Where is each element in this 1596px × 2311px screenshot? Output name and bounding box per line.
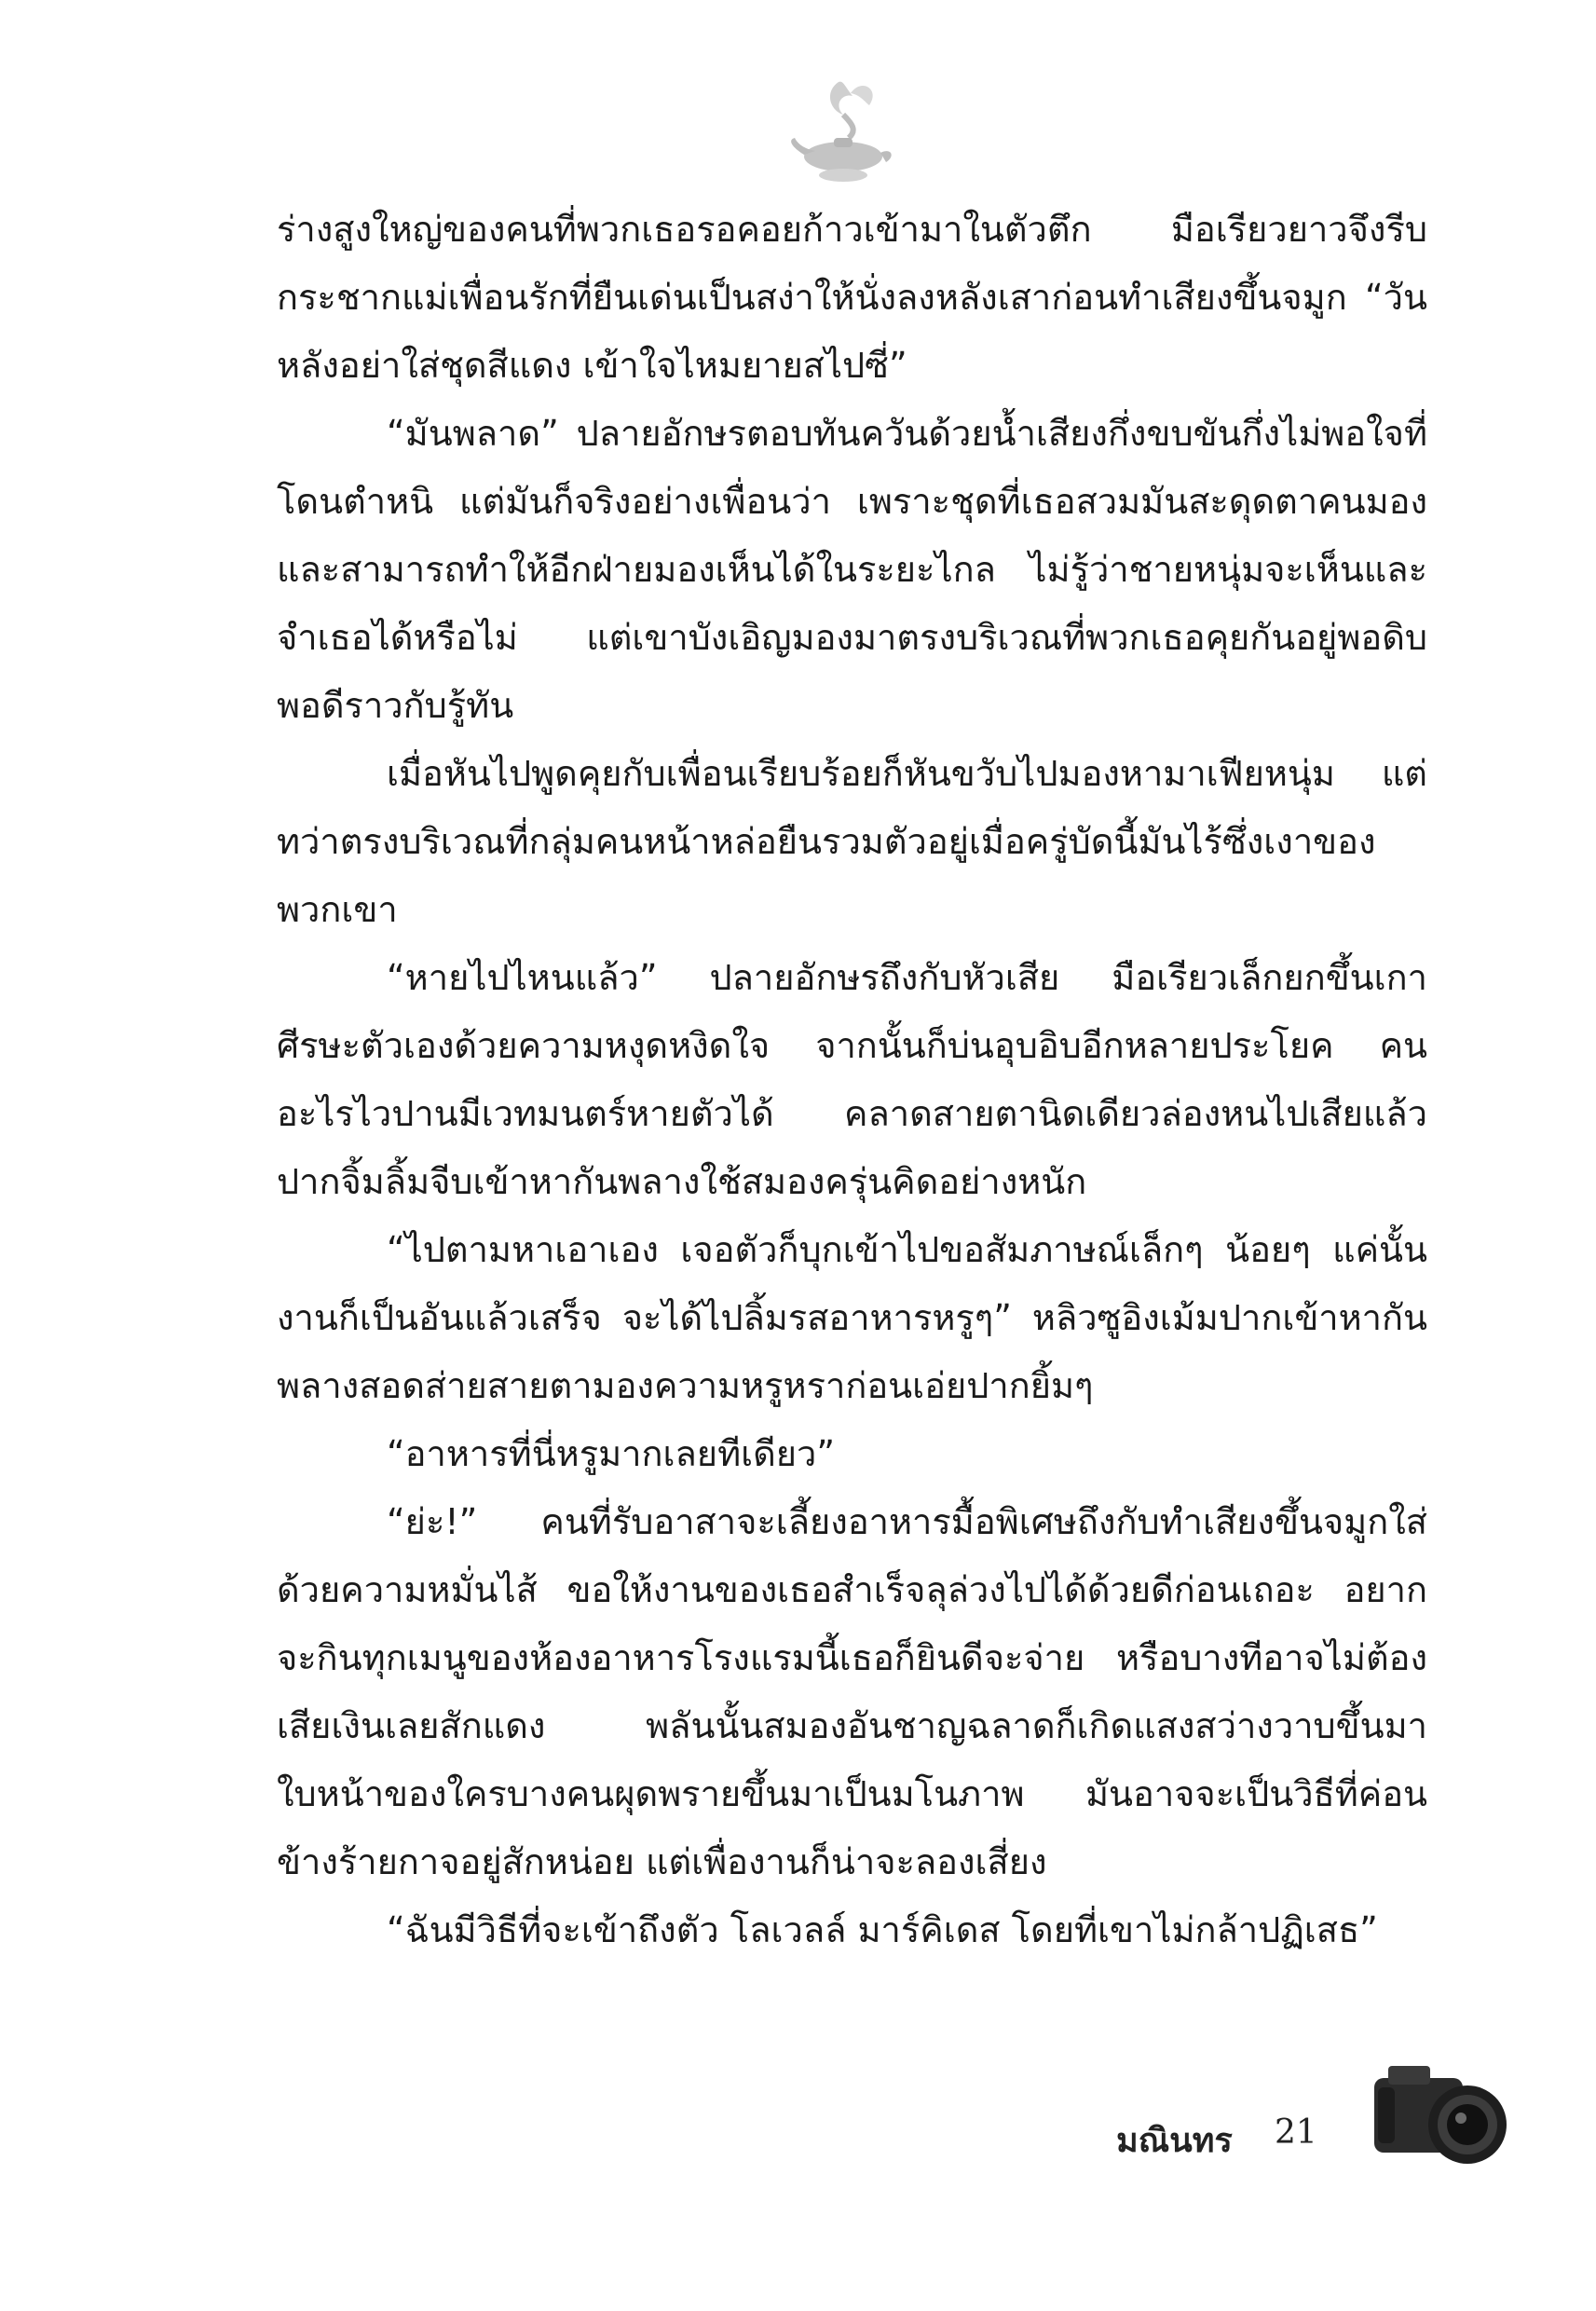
paragraph-8: “ฉันมีวิธีที่จะเข้าถึงตัว โลเวลล์ มาร์คิเดส โดยที่เขาไม่กล้าปฏิเสธ” xyxy=(387,1909,1378,1950)
paragraph-3: เมื่อหันไปพูดคุยกับเพื่อนเรียบร้อยก็หันขวับไปมองหามาเฟียหนุ่ม แต่ทว่าตรงบริเวณที่กลุ่มคนหน้าหล่อยืนรวมตัวอยู่เมื่อครู่บัดนี้มันไร้ซึ่งเงาของพวกเขา xyxy=(277,753,1427,930)
paragraph-2: “มันพลาด” ปลายอักษรตอบทันควันด้วยน้ำเสียงกึ่งขบขันกึ่งไม่พอใจที่โดนตำหนิ แต่มันก็จริงอย่างเพื่อนว่า เพราะชุดที่เธอสวมมันสะดุดตาคนมองและสามารถทำให้อีกฝ่ายมองเห็นได้ในระยะไกล ไม่รู้ว่าชายหนุ่มจะเห็นและจำเธอได้หรือไม่ แต่เขาบังเอิญมองมาตรงบริเวณที่พวกเธอคุยกันอยู่พอดิบพอดีราวกับรู้ทัน xyxy=(277,413,1427,726)
book-title: มณินทร xyxy=(1116,2122,1233,2160)
body-text xyxy=(277,196,1427,1964)
paragraph-4: “หายไปไหนแล้ว” ปลายอักษรถึงกับหัวเสีย มือเรียวเล็กยกขึ้นเกาศีรษะตัวเองด้วยความหงุดหงิดใจ จากนั้นก็บ่นอุบอิบอีกหลายประโยค คนอะไรไวปานมีเวทมนตร์หายตัวได้ คลาดสายตานิดเดียวล่องหนไปเสียแล้ว ปากจิ้มลิ้มจีบเข้าหากันพลางใช้สมองครุ่นคิดอย่างหนัก xyxy=(277,957,1427,1202)
camera-icon xyxy=(1365,2055,1514,2176)
paragraph-5: “ไปตามหาเอาเอง เจอตัวก็บุกเข้าไปขอสัมภาษณ์เล็กๆ น้อยๆ แค่นั้นงานก็เป็นอันแล้วเสร็จ จะได้ไปลิ้มรสอาหารหรูๆ” หลิวซูอิงเม้มปากเข้าหากันพลางสอดส่ายสายตามองความหรูหราก่อนเอ่ยปากยิ้มๆ xyxy=(277,1229,1427,1406)
paragraph-6: “อาหารที่นี่หรูมากเลยทีเดียว” xyxy=(387,1433,836,1474)
paragraph-1: ร่างสูงใหญ่ของคนที่พวกเธอรอคอยก้าวเข้ามาในตัวตึก มือเรียวยาวจึงรีบกระชากแม่เพื่อนรักที่ยืนเด่นเป็นสง่าให้นั่งลงหลังเสาก่อนทำเสียงขึ้นจมูก “วันหลังอย่าใส่ชุดสีแดง เข้าใจไหมยายสไปซี่” xyxy=(277,209,1427,386)
paragraph-7: “ย่ะ!” คนที่รับอาสาจะเลี้ยงอาหารมื้อพิเศษถึงกับทำเสียงขึ้นจมูกใส่ด้วยความหมั่นไส้ ขอให้งานของเธอสำเร็จลุล่วงไปได้ด้วยดีก่อนเถอะ อยากจะกินทุกเมนูของห้องอาหารโรงแรมนี้เธอก็ยินดีจะจ่าย หรือบางทีอาจไม่ต้องเสียเงินเลยสักแดง พลันนั้นสมองอันชาญฉลาดก็เกิดแสงสว่างวาบขึ้นมา ใบหน้าของใครบางคนผุดพรายขึ้นมาเป็นมโนภาพ มันอาจจะเป็นวิธีที่ค่อนข้างร้ายกาจอยู่สักหน่อย แต่เพื่องานก็น่าจะลองเสี่ยง xyxy=(277,1501,1427,1882)
genie-lamp-icon xyxy=(787,73,899,194)
page-number: 21 xyxy=(1275,2113,1317,2152)
